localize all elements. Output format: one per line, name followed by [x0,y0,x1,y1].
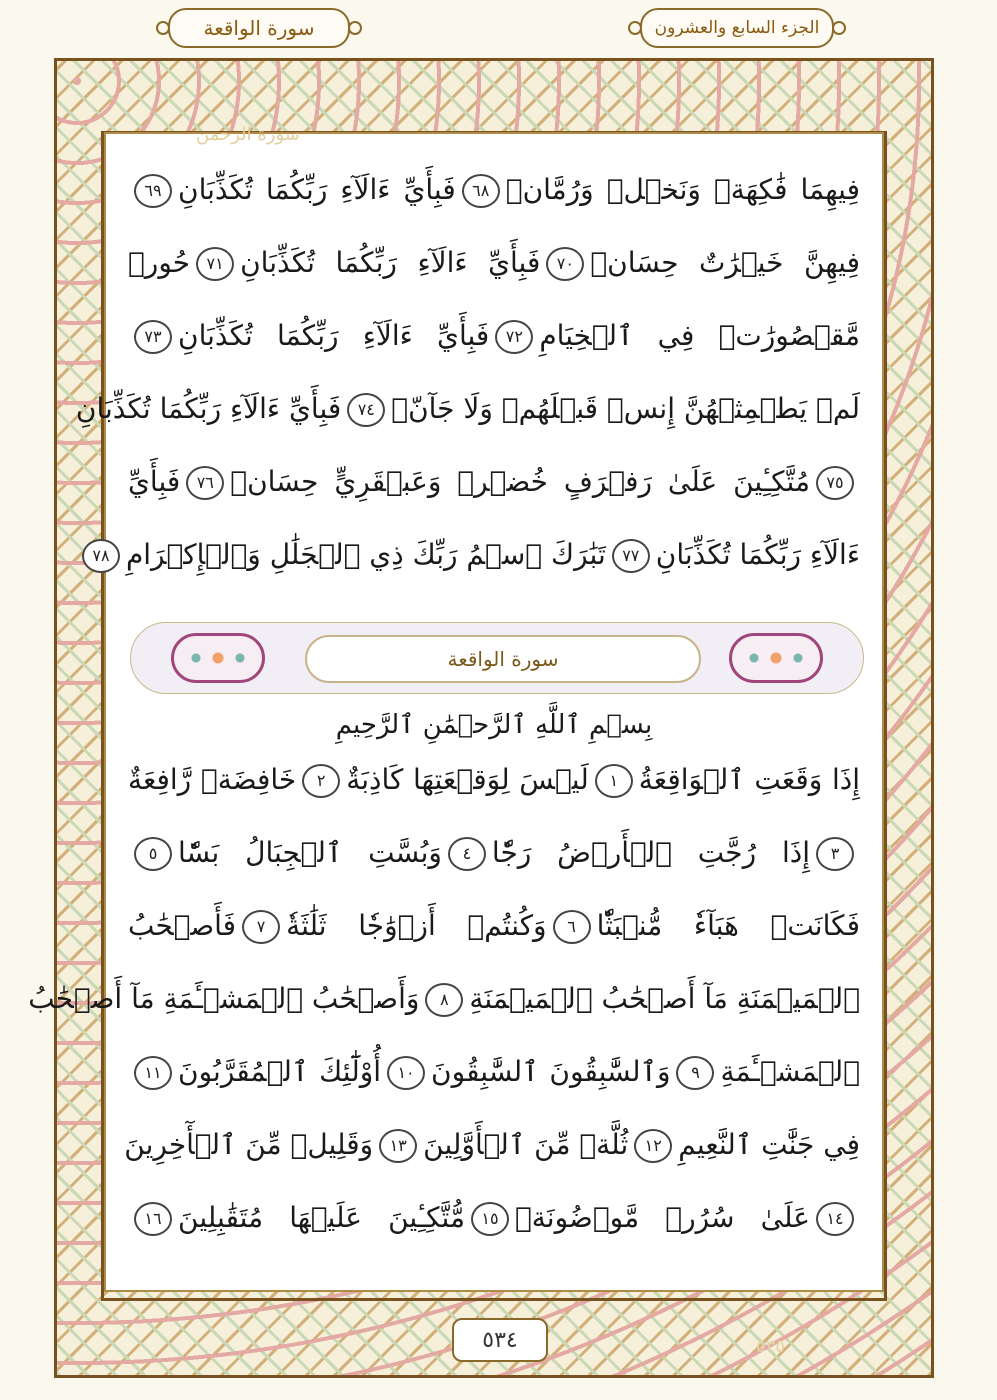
verse-text: فَبِأَيِّ ءَالَآءِ رَبِّكُمَا تُكَذِّبَانِ [178,319,490,352]
ayah-marker: ٩ [676,1056,714,1090]
verse-text: فَكَانَتۡ هَبَآءٗ مُّنۢبَثّٗا [596,909,860,942]
verse-text: لَيۡسَ لِوَقۡعَتِهَا كَاذِبَةٌ [346,763,589,796]
verse-text: فَبِأَيِّ ءَالَآءِ رَبِّكُمَا تُكَذِّبَانِ [75,392,342,425]
ayah-marker: ٥ [134,837,172,871]
ayah-marker: ٧٥ [816,466,854,500]
ayah-marker: ١٠ [387,1056,425,1090]
ayah-marker: ٣ [816,837,854,871]
text-line [124,1115,860,1175]
ayah-marker: ٧٠ [546,247,584,281]
verse-text: وَٱلسَّٰبِقُونَ ٱلسَّٰبِقُونَ [431,1055,671,1088]
ayah-marker: ١٥ [471,1202,509,1236]
ayah-marker: ٦ [553,910,591,944]
ayah-marker: ١ [595,764,633,798]
ayah-marker: ٧ [242,910,280,944]
ayah-marker: ٨ [425,983,463,1017]
verse-text: وَكُنتُمۡ أَزۡوَٰجٗا ثَلَٰثَةٗ [286,909,547,942]
ayah-marker: ١١ [134,1056,172,1090]
ayah-marker: ١٢ [634,1129,672,1163]
verse-text: ثُلَّةٞ مِّنَ ٱلۡأَوَّلِينَ [423,1128,629,1161]
ayah-marker: ٧٧ [612,539,650,573]
verse-text: لَمۡ يَطۡمِثۡهُنَّ إِنسٞ قَبۡلَهُمۡ وَلَا جَآنّٞ [391,392,860,425]
text-line [128,160,860,220]
page-number: ٥٣٤ [452,1318,548,1362]
mushaf-page [28,124,884,1292]
ayah-marker: ٢ [302,764,340,798]
verse-text: فَبِأَيِّ ءَالَآءِ رَبِّكُمَا تُكَذِّبَانِ [240,246,541,279]
verse-text: مُتَّكِـِٔينَ عَلَىٰ رَفۡرَفٍ خُضۡرٖ وَعَبۡقَرِيٍّ حِسَانٖ [230,465,810,498]
surah-title: سورة الواقعة [447,647,559,671]
text-line [75,379,860,439]
ayah-marker: ١٤ [816,1202,854,1236]
verse-text: فَبِأَيِّ [128,465,181,498]
verse-text: حُورٞ [128,246,191,279]
verse-text: خَافِضَةٞ رَّافِعَةٌ [128,763,297,796]
ayah-marker: ٧٤ [347,393,385,427]
verse-text: وَبُسَّتِ ٱلۡجِبَالُ بَسّٗا [178,836,442,869]
header-juz-label: الجزء السابع والعشرون [654,18,820,38]
verse-text: عَلَىٰ سُرُرٖ مَّوۡضُونَةٖ [514,1201,810,1234]
ayah-marker: ٦٨ [462,174,500,208]
verse-text: فِيهِمَا فَٰكِهَةٞ وَنَخۡلٞ وَرُمَّانٞ [505,173,860,206]
ayah-marker: ١٦ [134,1202,172,1236]
basmala: بِسۡمِ ٱللَّهِ ٱلرَّحۡمَٰنِ ٱلرَّحِيمِ [335,710,653,740]
header-surah-label: سورة الواقعة [203,16,315,40]
header-juz-box [640,8,834,48]
verse-text: تَبَٰرَكَ ٱسۡمُ رَبِّكَ ذِي ٱلۡجَلَٰلِ وَٱلۡإِكۡرَامِ [125,538,606,571]
ayah-marker: ١٣ [379,1129,417,1163]
verse-text: ٱلۡمَشۡـَٔمَةِ [720,1055,860,1088]
text-line [128,306,860,366]
ayah-marker: ٤ [448,837,486,871]
verse-text: ٱلۡمَيۡمَنَةِ مَآ أَصۡحَٰبُ ٱلۡمَيۡمَنَةِ [469,982,860,1015]
ayah-marker: ٧١ [196,247,234,281]
verse-text: وَأَصۡحَٰبُ ٱلۡمَشۡـَٔمَةِ مَآ أَصۡحَٰبُ [28,982,420,1015]
banner-ornament-icon [171,633,265,683]
surah-title-box [305,635,701,683]
text-line [28,969,860,1029]
ayah-marker: ٧٢ [495,320,533,354]
verse-text: إِذَا وَقَعَتِ ٱلۡوَاقِعَةُ [638,763,860,796]
ayah-marker: ٧٨ [82,539,120,573]
text-line [128,823,860,883]
verse-text: وَقَلِيلٞ مِّنَ ٱلۡأٓخِرِينَ [124,1128,374,1161]
text-line [92,525,860,585]
verse-text: مُّتَّكِـِٔينَ عَلَيۡهَا مُتَقَٰبِلِينَ [178,1201,465,1234]
surah-banner [130,622,864,694]
text-line [128,452,860,512]
verse-text: فَبِأَيِّ ءَالَآءِ رَبِّكُمَا تُكَذِّبَانِ [178,173,456,206]
ayah-marker: ٧٦ [186,466,224,500]
verse-text: فَأَصۡحَٰبُ [128,909,237,942]
text-line [128,1188,860,1248]
verse-text: مَّقۡصُورَٰتٞ فِي ٱلۡخِيَامِ [539,319,860,352]
text-line [128,750,860,810]
verse-text: أُوْلَٰٓئِكَ ٱلۡمُقَرَّبُونَ [178,1055,382,1088]
header-surah-box [168,8,350,48]
banner-ornament-icon [729,633,823,683]
verse-text: فِيهِنَّ خَيۡرَٰتٌ حِسَانٞ [590,246,860,279]
text-line [128,233,860,293]
ayah-marker: ٧٣ [134,320,172,354]
ayah-marker: ٦٩ [134,174,172,208]
text-line [128,1042,860,1102]
verse-text: إِذَا رُجَّتِ ٱلۡأَرۡضُ رَجّٗا [491,836,811,869]
faint-top-label: سورة الرحمن [196,124,300,145]
faint-page-number: ٥٣٥ [756,1336,786,1357]
verse-text: ءَالَآءِ رَبِّكُمَا تُكَذِّبَانِ [655,538,860,571]
verse-text: فِي جَنَّٰتِ ٱلنَّعِيمِ [678,1128,860,1161]
text-line [128,896,860,956]
